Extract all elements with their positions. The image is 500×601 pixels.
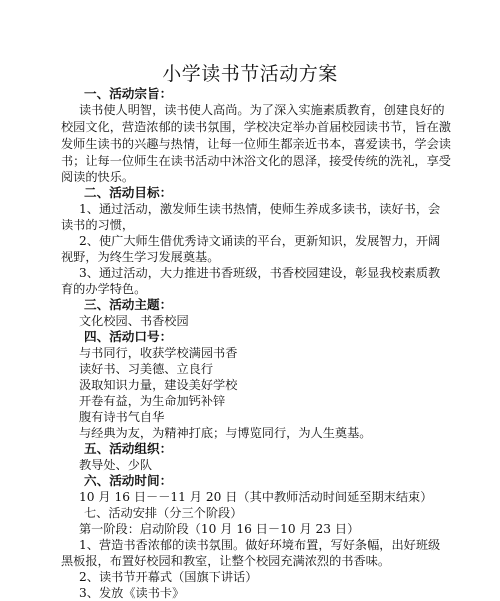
paragraph-line: 发师生读书的兴趣与热情，让每一位师生都亲近书本，喜爱读书，学会读 xyxy=(61,137,451,151)
paragraph-line: 2、读书节开幕式（国旗下讲话） xyxy=(79,570,258,584)
paragraph-line: 育的办学特色。 xyxy=(61,282,147,296)
paragraph-line: 书；让每一位师生在读书活动中沐浴文化的恩泽，接受传统的洗礼，享受 xyxy=(61,154,451,168)
paragraph-line: 3、通过活动，大力推进书香班级，书香校园建设，彰显我校素质教 xyxy=(79,266,441,280)
section-heading-organizers: 五、活动组织： xyxy=(84,441,173,456)
paragraph-line: 校园文化，营造浓郁的读书氛围，学校决定举办首届校园读书节，旨在激 xyxy=(61,120,451,134)
paragraph-line: 文化校园、书香校园 xyxy=(79,314,189,328)
paragraph-line: 3、发放《读书卡》 xyxy=(79,586,185,600)
paragraph-line: 2、使广大师生借优秀诗文诵读的平台，更新知识，发展智力，开阔 xyxy=(79,234,441,248)
section-heading-purpose: 一、活动宗旨： xyxy=(84,86,173,101)
slogan-line: 汲取知识力量，建设美好学校 xyxy=(79,378,238,392)
paragraph-line: 教导处、少队 xyxy=(79,458,153,472)
paragraph-line: 视野，为终生学习发展奠基。 xyxy=(61,250,220,264)
slogan-line: 腹有诗书气自华 xyxy=(79,410,165,424)
paragraph-line: 读书使人明智，读书使人高尚。为了深入实施素质教育，创建良好的 xyxy=(79,103,445,117)
paragraph-line: 1、通过活动，激发师生读书热情，使师生养成多读书，读好书，会 xyxy=(79,202,441,216)
paragraph-line: 10 月 16 日－－11 月 20 日（其中教师活动时间延至期末结束） xyxy=(79,490,433,504)
slogan-line: 读好书、习美德、立良行 xyxy=(79,362,214,376)
slogan-line: 开卷有益，为生命加钙补锌 xyxy=(79,394,226,408)
paragraph-line: 读书的习惯， xyxy=(61,218,135,232)
section-heading-goals: 二、活动目标： xyxy=(84,185,173,200)
paragraph-line: 1、营造书香浓郁的读书氛围。做好环境布置，写好条幅，出好班级 xyxy=(79,538,441,552)
document-title: 小学读书节活动方案 xyxy=(162,63,338,85)
paragraph-line: 阅读的快乐。 xyxy=(61,170,135,184)
section-heading-slogans: 四、活动口号： xyxy=(84,329,173,344)
paragraph-line: 黑板报，布置好校园和教室，让整个校园充满浓烈的书香味。 xyxy=(61,554,391,568)
paragraph-line: 第一阶段：启动阶段（10 月 16 日－10 月 23 日） xyxy=(79,522,360,536)
slogan-line: 与经典为友，为精神打底；与博览同行，为人生奠基。 xyxy=(79,426,372,440)
section-heading-schedule: 七、活动安排（分三个阶段） xyxy=(84,506,243,520)
section-heading-time: 六、活动时间： xyxy=(84,473,173,488)
slogan-line: 与书同行，收获学校满园书香 xyxy=(79,346,238,360)
section-heading-theme: 三、活动主题： xyxy=(84,297,173,312)
